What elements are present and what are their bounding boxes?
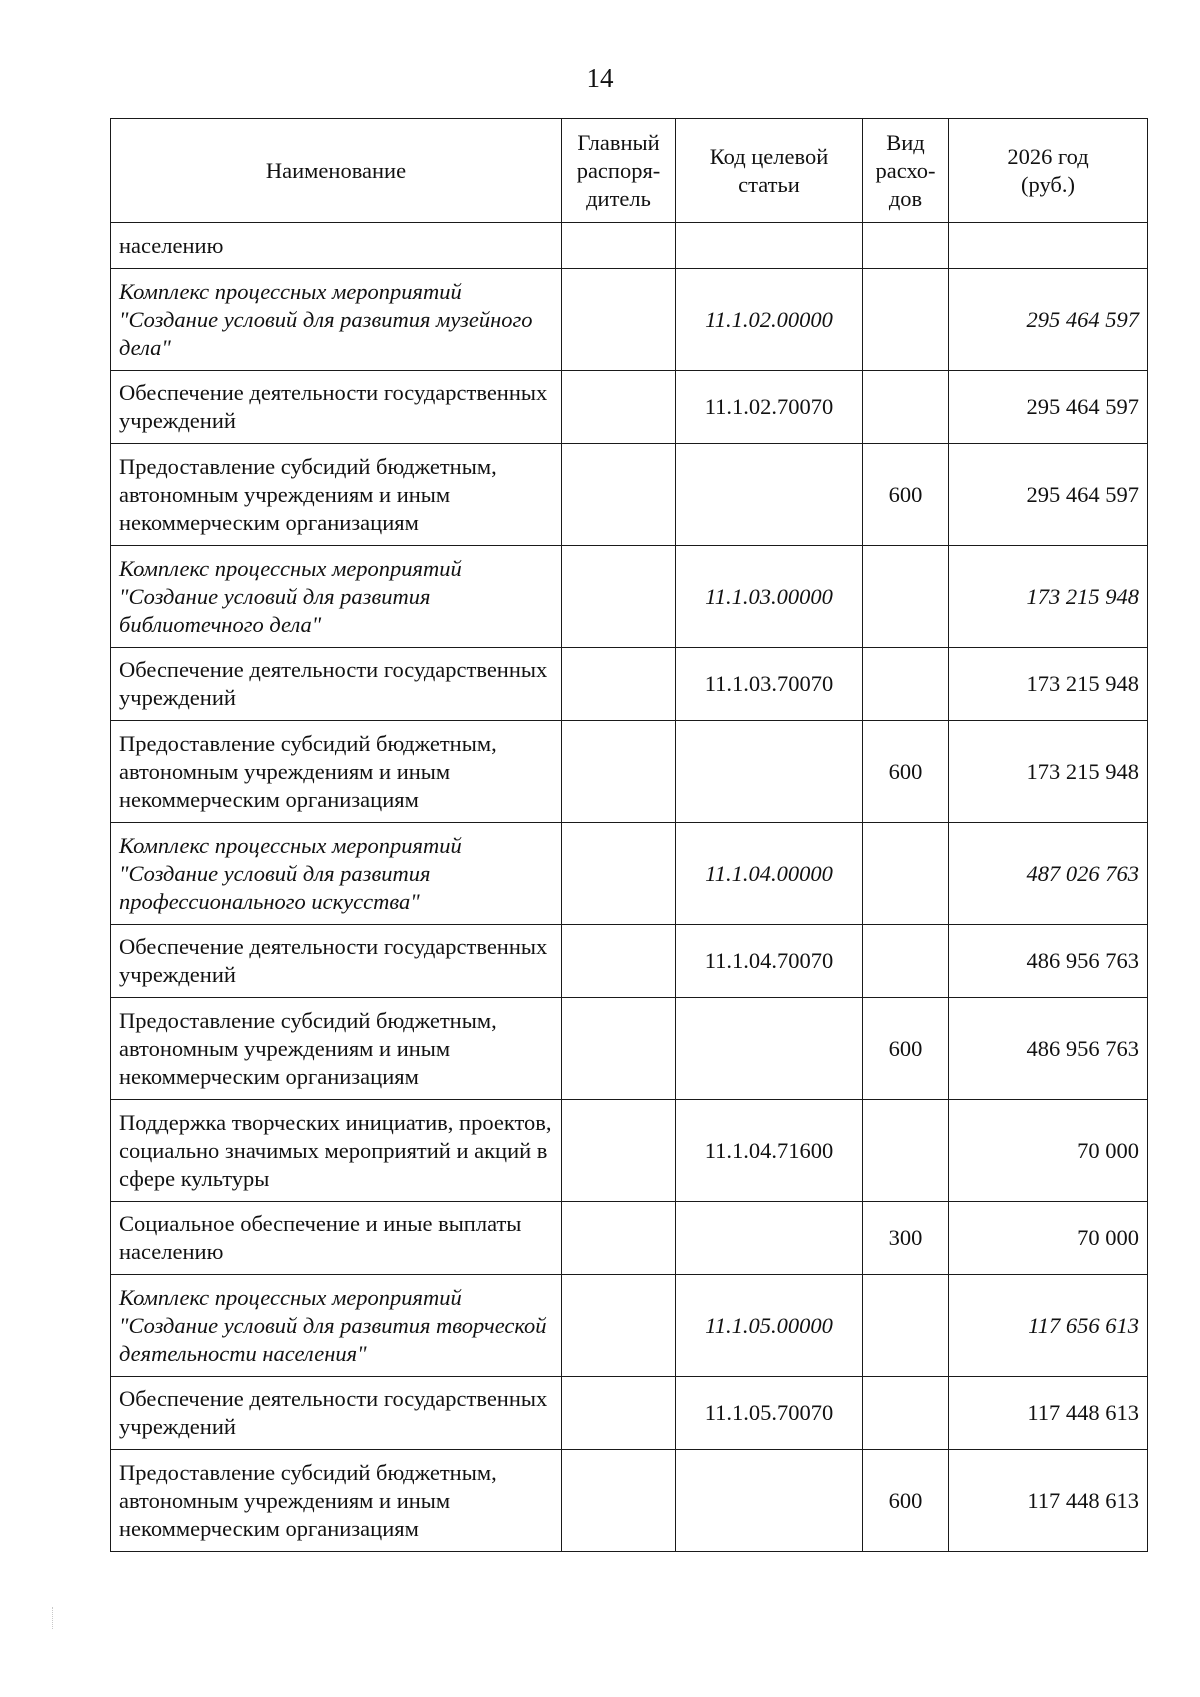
- row-manager: [562, 1377, 676, 1450]
- row-manager: [562, 648, 676, 721]
- row-amount: [949, 223, 1148, 269]
- table-row: [111, 223, 1148, 269]
- table-row: [111, 444, 1148, 546]
- table-row: [111, 269, 1148, 371]
- row-name: Обеспечение деятельности государственных учреждений: [111, 371, 562, 444]
- row-name: Поддержка творческих инициатив, проектов, социально значимых мероприятий и акций в сфере культуры: [111, 1100, 562, 1202]
- row-code: 11.1.03.70070: [676, 648, 863, 721]
- row-name: Комплекс процессных мероприятий "Создание условий для развития музейного дела": [111, 269, 562, 371]
- header-name: [111, 119, 562, 223]
- budget-table: [110, 118, 1148, 1552]
- table-row: [111, 648, 1148, 721]
- row-amount: 70 000: [949, 1202, 1148, 1275]
- row-code: 11.1.04.71600: [676, 1100, 863, 1202]
- row-kind: 600: [863, 721, 949, 823]
- row-amount: 70 000: [949, 1100, 1148, 1202]
- row-manager: [562, 998, 676, 1100]
- page-number: 14: [586, 63, 614, 93]
- row-code: 11.1.04.00000: [676, 823, 863, 925]
- row-amount: 295 464 597: [949, 269, 1148, 371]
- header-code: Код целевой статьи: [676, 119, 863, 223]
- table-row: [111, 1275, 1148, 1377]
- row-kind: [863, 823, 949, 925]
- row-kind: 600: [863, 1450, 949, 1552]
- row-kind: [863, 546, 949, 648]
- row-code: [676, 1450, 863, 1552]
- row-amount: 486 956 763: [949, 998, 1148, 1100]
- row-name: населению: [111, 223, 562, 269]
- table-header-row: [111, 119, 1148, 223]
- row-manager: [562, 223, 676, 269]
- table-row: [111, 823, 1148, 925]
- row-name: Социальное обеспечение и иные выплаты населению: [111, 1202, 562, 1275]
- row-code: 11.1.03.00000: [676, 546, 863, 648]
- row-name: Комплекс процессных мероприятий "Создание условий для развития творческой деятельности населения": [111, 1275, 562, 1377]
- row-kind: 300: [863, 1202, 949, 1275]
- row-kind: [863, 1100, 949, 1202]
- row-amount: 173 215 948: [949, 648, 1148, 721]
- row-amount: 295 464 597: [949, 371, 1148, 444]
- row-manager: [562, 1450, 676, 1552]
- row-manager: [562, 1100, 676, 1202]
- row-amount: 173 215 948: [949, 721, 1148, 823]
- row-kind: [863, 925, 949, 998]
- header-name-label: Наименование: [265, 157, 407, 183]
- row-manager: [562, 1275, 676, 1377]
- row-kind: 600: [863, 444, 949, 546]
- row-name: Обеспечение деятельности государственных учреждений: [111, 648, 562, 721]
- row-name: Предоставление субсидий бюджетным, автономным учреждениям и иным некоммерческим организациям: [111, 998, 562, 1100]
- row-code: [676, 998, 863, 1100]
- row-code: [676, 223, 863, 269]
- scan-artifact: [52, 1607, 55, 1629]
- row-manager: [562, 925, 676, 998]
- table-row: [111, 998, 1148, 1100]
- table-row: [111, 1450, 1148, 1552]
- row-manager: [562, 269, 676, 371]
- table-row: [111, 546, 1148, 648]
- row-name: Предоставление субсидий бюджетным, автономным учреждениям и иным некоммерческим организациям: [111, 444, 562, 546]
- table-row: [111, 1100, 1148, 1202]
- header-amount: 2026 год (руб.): [949, 119, 1148, 223]
- row-name: Предоставление субсидий бюджетным, автономным учреждениям и иным некоммерческим организациям: [111, 721, 562, 823]
- row-code: 11.1.02.00000: [676, 269, 863, 371]
- row-code: [676, 1202, 863, 1275]
- row-manager: [562, 823, 676, 925]
- row-amount: 173 215 948: [949, 546, 1148, 648]
- row-kind: [863, 648, 949, 721]
- table-row: [111, 721, 1148, 823]
- row-kind: [863, 223, 949, 269]
- row-manager: [562, 371, 676, 444]
- table-row: [111, 1202, 1148, 1275]
- row-amount: 117 448 613: [949, 1377, 1148, 1450]
- table-row: [111, 1377, 1148, 1450]
- row-kind: [863, 371, 949, 444]
- row-code: 11.1.04.70070: [676, 925, 863, 998]
- row-name: Обеспечение деятельности государственных учреждений: [111, 1377, 562, 1450]
- row-amount: 295 464 597: [949, 444, 1148, 546]
- row-code: [676, 721, 863, 823]
- row-amount: 117 448 613: [949, 1450, 1148, 1552]
- row-kind: [863, 1377, 949, 1450]
- row-code: [676, 444, 863, 546]
- row-manager: [562, 546, 676, 648]
- row-kind: [863, 269, 949, 371]
- row-name: Комплекс процессных мероприятий "Создание условий для развития профессионального искусства": [111, 823, 562, 925]
- table-row: [111, 371, 1148, 444]
- row-code: 11.1.05.00000: [676, 1275, 863, 1377]
- row-name: Предоставление субсидий бюджетным, автономным учреждениям и иным некоммерческим организациям: [111, 1450, 562, 1552]
- row-code: 11.1.02.70070: [676, 371, 863, 444]
- row-name: Комплекс процессных мероприятий "Создание условий для развития библиотечного дела": [111, 546, 562, 648]
- table-row: [111, 925, 1148, 998]
- row-amount: 486 956 763: [949, 925, 1148, 998]
- row-kind: [863, 1275, 949, 1377]
- header-kind: Вид расхо- дов: [863, 119, 949, 223]
- row-manager: [562, 1202, 676, 1275]
- row-code: 11.1.05.70070: [676, 1377, 863, 1450]
- row-amount: 487 026 763: [949, 823, 1148, 925]
- row-name: Обеспечение деятельности государственных учреждений: [111, 925, 562, 998]
- row-manager: [562, 721, 676, 823]
- row-kind: 600: [863, 998, 949, 1100]
- row-manager: [562, 444, 676, 546]
- header-manager: Главный распоря- дитель: [562, 119, 676, 223]
- row-amount: 117 656 613: [949, 1275, 1148, 1377]
